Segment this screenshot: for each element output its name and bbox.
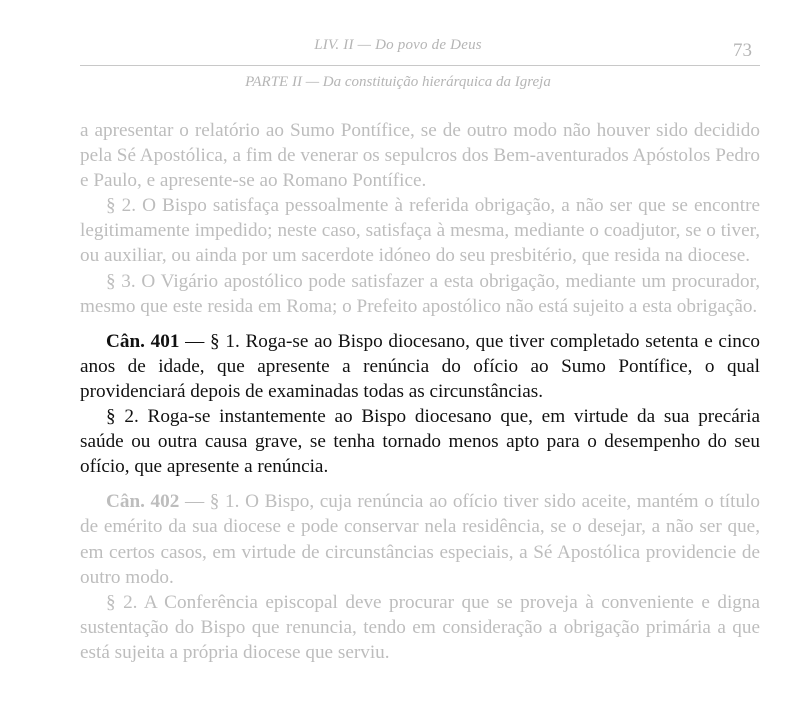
paragraph-can402-s1 [80,489,760,589]
running-header-title: LIV. II — Do povo de Deus [314,37,482,53]
paragraph-text: — § 1. Roga-se ao Bispo diocesano, que tiver completado setenta e cinco anos de idade, que apresente a renúncia do ofício ao Sumo Pontífice, o qual providenciará depois de examinadas todas as circunstâncias. [80,330,760,402]
paragraph-text: § 2. A Conferência episcopal deve procurar que se proveja à conveniente e digna sustentação do Bispo que renuncia, tendo em consideração a obrigação primária a que está sujeita a própria diocese que serviu. [80,591,760,663]
paragraph-can400-s3 [80,269,760,319]
running-header-subtitle: PARTE II — Da constituição hierárquica da Igreja [245,74,551,90]
paragraph-can400-s2 [80,193,760,268]
canon-label: Cân. 401 [106,330,180,352]
canon-label: Cân. 402 [106,491,180,513]
paragraph-can401-s1 [80,329,760,404]
paragraph-continuation [80,118,760,193]
paragraph-text: § 3. O Vigário apostólico pode satisfazer a esta obrigação, mediante um procurador, mesmo que este resida em Roma; o Prefeito apostólico não está sujeito a esta obrigação. [80,270,760,317]
header-divider [80,65,760,66]
paragraph-text: § 2. Roga-se instantemente ao Bispo diocesano que, em virtude da sua precária saúde ou outra causa grave, se tenha tornado menos apto para o desempenho do seu ofício, que apresente a renúncia. [80,406,760,478]
paragraph-text: § 2. O Bispo satisfaça pessoalmente à referida obrigação, a não ser que se encontre legitimamente impedido; neste caso, satisfaça à mesma, mediante o coadjutor, se o tiver, ou auxiliar, ou ainda por um sacerdote idóneo do seu presbitério, que resida na diocese. [80,195,760,267]
page-number: 73 [733,40,752,61]
paragraph-text: — § 1. O Bispo, cuja renúncia ao ofício tiver sido aceite, mantém o título de emérito da sua diocese e pode conservar nela residência, se o desejar, a não ser que, em certos casos, em virtude de circunstâncias especiais, a Sé Apostólica providencie de outro modo. [80,491,760,588]
paragraph-can402-s2 [80,590,760,665]
paragraph-can401-s2 [80,404,760,479]
body-text [80,118,760,665]
paragraph-text: a apresentar o relatório ao Sumo Pontífice, se de outro modo não houver sido decidido pela Sé Apostólica, a fim de venerar os sepulcros dos Bem-aventurados Apóstolos Pedro e Paulo, e apresente-se ao Romano Pontífice. [80,120,760,192]
